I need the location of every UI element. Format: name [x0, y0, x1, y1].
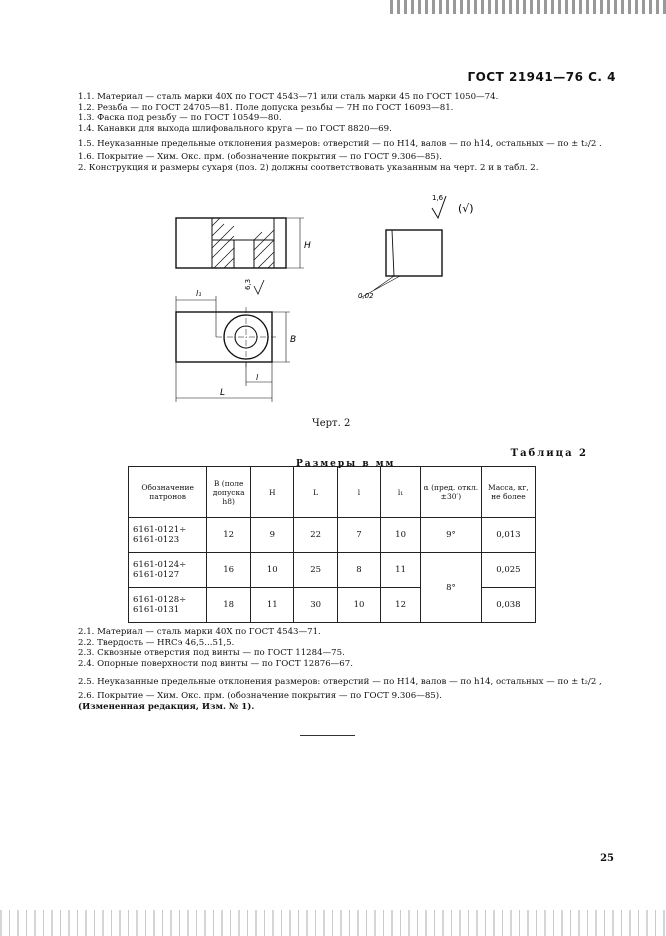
clause-1-5: 1.5. Неуказанные предельные отклонения размеров: отверстий — по Н14, валов — по h14, остальных — по ± t₂/2 . — [78, 139, 602, 150]
clause-2-2: 2.2. Твердость — HRCэ 46,5...51,5. — [78, 637, 235, 648]
clause-2-3: 2.3. Сквозные отверстия под винты — по ГОСТ 11284—75. — [78, 648, 345, 659]
clause-1-3: 1.3. Фаска под резьбу — по ГОСТ 10549—80. — [78, 113, 282, 124]
front-view — [176, 218, 311, 294]
clause-2-5: 2.5. Неуказанные предельные отклонения размеров: отверстий — по Н14, валов — по h14, остальных — по ± t₂/2 , — [78, 677, 602, 688]
clause-2-4: 2.4. Опорные поверхности под винты — по ГОСТ 12876—67. — [78, 658, 353, 669]
cell-l-total: 30 — [294, 588, 337, 623]
amendment-note: (Измененная редакция, Изм. № 1). — [78, 701, 255, 712]
roughness-symbol-icon — [432, 194, 474, 218]
cell-h: 10 — [251, 553, 294, 588]
cell-h: 11 — [251, 588, 294, 623]
dim-l-total-label: L — [220, 388, 226, 398]
cell-l1: 11 — [381, 553, 421, 588]
clause-1-4: 1.4. Канавки для выхода шлифовального круга — по ГОСТ 8820—69. — [78, 123, 392, 134]
table-subtitle: Размеры в мм — [296, 459, 396, 469]
cell-b: 12 — [207, 518, 251, 553]
dim-l1-label: l₁ — [196, 289, 202, 298]
side-view — [358, 230, 442, 300]
cell-designation: 6161-0128÷ 6161-0131 — [129, 588, 207, 623]
clause-1-6: 1.6. Покрытие — Хим. Окс. прм. (обозначение покрытия — по ГОСТ 9.306—85). — [78, 151, 442, 162]
scan-noise-bottom — [0, 910, 666, 936]
cell-b: 18 — [207, 588, 251, 623]
dim-h-label: H — [304, 241, 311, 251]
cell-l-total: 22 — [294, 518, 337, 553]
header-l1: l₁ — [381, 467, 421, 518]
drawing-caption: Черт. 2 — [312, 418, 351, 429]
cell-designation: 6161-0124÷ 6161-0127 — [129, 553, 207, 588]
clause-1-2: 1.2. Резьба — по ГОСТ 24705—81. Поле допуска резьбы — 7Н по ГОСТ 16093—81. — [78, 102, 454, 113]
cell-b: 16 — [207, 553, 251, 588]
section-1-text — [78, 92, 638, 173]
clause-2-6: 2.6. Покрытие — Хим. Окс. прм. (обозначение покрытия — по ГОСТ 9.306—85). — [78, 690, 442, 701]
table-row — [129, 518, 536, 553]
cell-l-total: 25 — [294, 553, 337, 588]
cell-mass: 0,025 — [481, 553, 535, 588]
clause-2-1: 2.1. Материал — сталь марки 40Х по ГОСТ 4543—71. — [78, 627, 321, 637]
table-title: Таблица 2 — [510, 448, 588, 459]
technical-drawing — [140, 190, 540, 415]
cell-alpha: 9° — [420, 518, 481, 553]
cell-l1: 10 — [381, 518, 421, 553]
header-mass: Масса, кг, не более — [481, 467, 535, 518]
end-divider — [300, 735, 355, 736]
roughness-other-label: (√) — [458, 202, 474, 215]
roughness-main-label: 1,6 — [432, 194, 444, 202]
cell-l1: 12 — [381, 588, 421, 623]
page-header: ГОСТ 21941—76 С. 4 — [467, 70, 616, 84]
cell-designation: 6161-0121÷ 6161-0123 — [129, 518, 207, 553]
clause-1-1: 1.1. Материал — сталь марки 40Х по ГОСТ 4543—71 или сталь марки 45 по ГОСТ 1050—74. — [78, 92, 499, 102]
section-2-text — [78, 627, 638, 712]
roughness-hole-label: 6,3 — [244, 278, 252, 290]
header-designation: Обозначение патронов — [129, 467, 207, 518]
page-number: 25 — [600, 853, 614, 864]
cell-h: 9 — [251, 518, 294, 553]
header-l-total: L — [294, 467, 337, 518]
chamfer-label: 0,02 — [358, 292, 374, 300]
cell-l: 7 — [337, 518, 380, 553]
header-h: H — [251, 467, 294, 518]
dim-l-label: l — [256, 373, 259, 382]
cell-mass: 0,038 — [481, 588, 535, 623]
dim-b-label: B — [290, 335, 297, 345]
header-l: l — [337, 467, 380, 518]
table-row — [129, 553, 536, 588]
cell-l: 10 — [337, 588, 380, 623]
clause-2: 2. Конструкция и размеры сухаря (поз. 2) должны соответствовать указанным на черт. 2 и в табл. 2. — [78, 162, 539, 173]
cell-alpha: 8° — [420, 553, 481, 623]
header-b: B (поле допуска h8) — [207, 467, 251, 518]
header-alpha: α (пред. откл. ±30′) — [420, 467, 481, 518]
cell-l: 8 — [337, 553, 380, 588]
scan-noise-top — [390, 0, 666, 14]
cell-mass: 0,013 — [481, 518, 535, 553]
dimensions-table — [128, 466, 536, 623]
plan-view — [176, 289, 296, 402]
table-header-row — [129, 467, 536, 518]
